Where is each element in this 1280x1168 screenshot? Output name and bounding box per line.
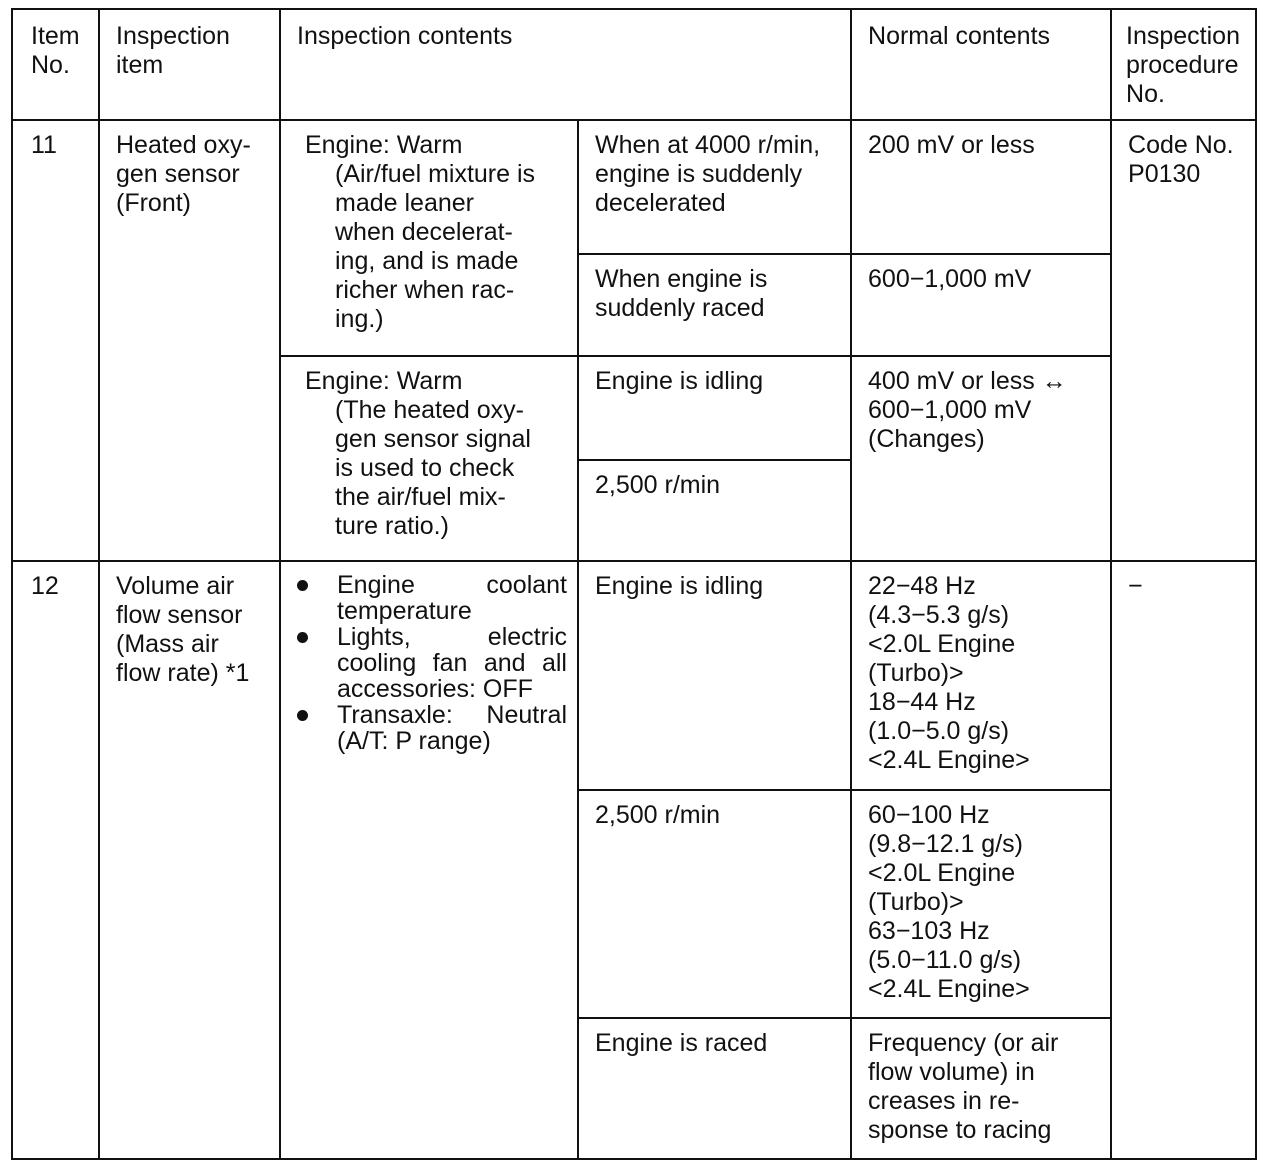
normal-value: 60−100 Hz (9.8−12.1 g/s) <2.0L Engine (Turbo)> 63−103 Hz (5.0−11.0 g/s) <2.4L Engine> — [851, 790, 1111, 1018]
table-row — [12, 120, 1256, 254]
header-row — [12, 9, 1256, 120]
operating-state: 2,500 r/min — [578, 790, 851, 1018]
normal-value: 400 mV or less ↔ 600−1,000 mV (Changes) — [851, 356, 1111, 561]
condition-list — [291, 572, 567, 754]
header-inspection-contents: Inspection contents — [280, 9, 851, 120]
inspection-condition-list — [280, 561, 578, 1159]
item-number: 11 — [12, 120, 99, 561]
header-procedure-no: Inspection procedure No. — [1111, 9, 1256, 120]
operating-state: Engine is idling — [578, 356, 851, 460]
list-item: Lights, electric cooling fan and all accessories: OFF — [291, 624, 567, 702]
header-inspection-item: Inspection item — [99, 9, 280, 120]
inspection-item: Volume air flow sensor (Mass air flow rate) *1 — [99, 561, 280, 1159]
operating-state: Engine is idling — [578, 561, 851, 790]
inspection-item: Heated oxy- gen sensor (Front) — [99, 120, 280, 561]
bullet-icon — [297, 710, 308, 721]
normal-value: 22−48 Hz (4.3−5.3 g/s) <2.0L Engine (Turbo)> 18−44 Hz (1.0−5.0 g/s) <2.4L Engine> — [851, 561, 1111, 790]
header-normal-contents: Normal contents — [851, 9, 1111, 120]
normal-value: 200 mV or less — [851, 120, 1111, 254]
inspection-condition: Engine: Warm (The heated oxy- gen sensor signal is used to check the air/fuel mix- ture ratio.) — [280, 356, 578, 561]
operating-state: When at 4000 r/min, engine is suddenly decelerated — [578, 120, 851, 254]
inspection-table — [11, 8, 1257, 1160]
item-number: 12 — [12, 561, 99, 1159]
normal-value: Frequency (or air flow volume) in creases in re- sponse to racing — [851, 1018, 1111, 1159]
operating-state: Engine is raced — [578, 1018, 851, 1159]
bullet-icon — [297, 632, 308, 643]
inspection-condition: Engine: Warm (Air/fuel mixture is made leaner when decelerat- ing, and is made richer when rac- ing.) — [280, 120, 578, 356]
header-item-no: Item No. — [12, 9, 99, 120]
procedure-number: Code No. P0130 — [1111, 120, 1256, 561]
list-item: Engine coolant temperature — [291, 572, 567, 624]
normal-value: 600−1,000 mV — [851, 254, 1111, 356]
table-row — [12, 561, 1256, 790]
procedure-number: − — [1111, 561, 1256, 1159]
bullet-icon — [297, 580, 308, 591]
list-item: Transaxle: Neutral (A/T: P range) — [291, 702, 567, 754]
operating-state: When engine is suddenly raced — [578, 254, 851, 356]
operating-state: 2,500 r/min — [578, 460, 851, 561]
